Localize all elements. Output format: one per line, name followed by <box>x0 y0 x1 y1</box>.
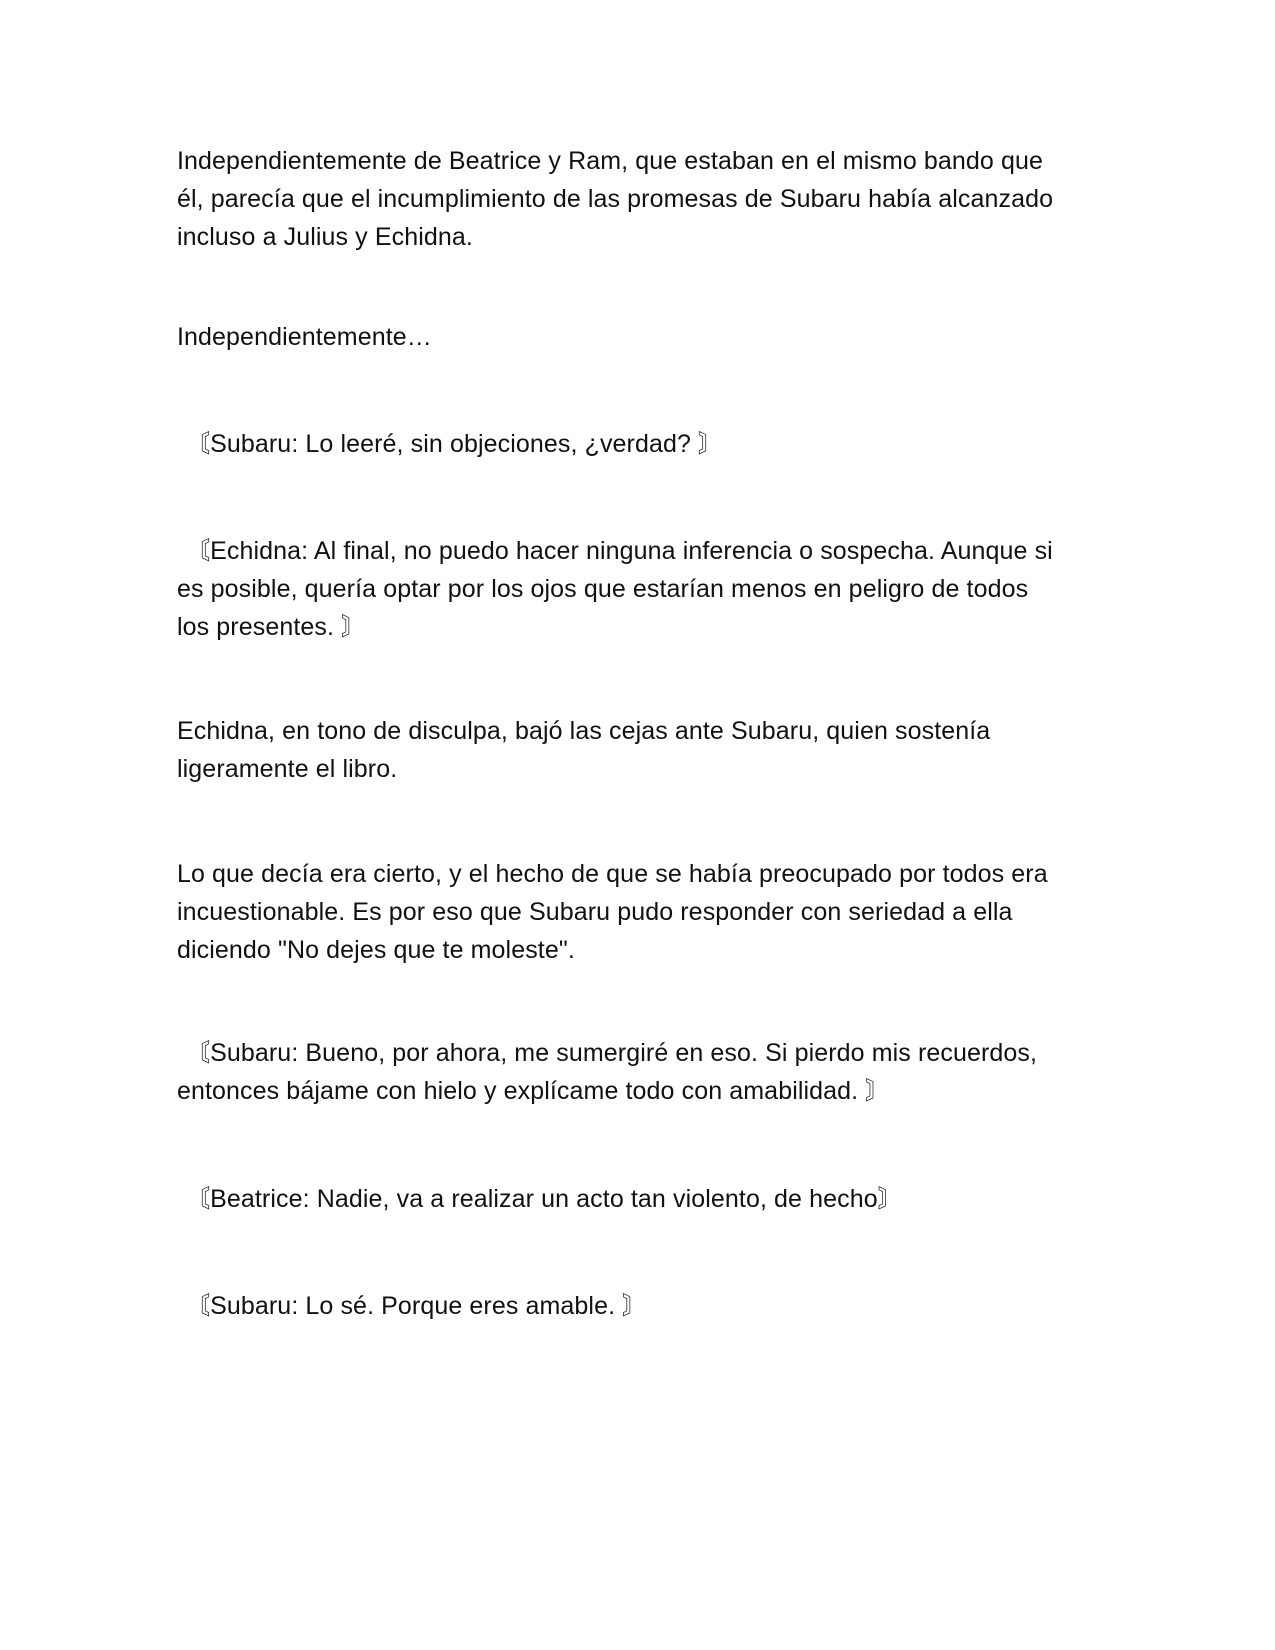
text-line: ligeramente el libro. <box>177 755 398 783</box>
text-line: 〘Subaru: Lo sé. Porque eres amable. 〙 <box>185 1292 648 1320</box>
text-line: 〘Subaru: Lo leeré, sin objeciones, ¿verdad? 〙 <box>185 430 724 458</box>
text-line: es posible, quería optar por los ojos que estarían menos en peligro de todos <box>177 575 1029 603</box>
text-line: incluso a Julius y Echidna. <box>177 223 473 251</box>
paragraph-dialogue <box>177 532 1107 646</box>
paragraph-narration <box>177 855 1107 969</box>
text-line: él, parecía que el incumplimiento de las promesas de Subaru había alcanzado <box>177 185 1054 213</box>
text-line: incuestionable. Es por eso que Subaru pudo responder con seriedad a ella <box>177 898 1013 926</box>
paragraph-dialogue <box>177 1034 1107 1110</box>
text-line: Independientemente… <box>177 323 432 351</box>
text-line: Lo que decía era cierto, y el hecho de que se había preocupado por todos era <box>177 860 1048 888</box>
text-line: Echidna, en tono de disculpa, bajó las cejas ante Subaru, quien sostenía <box>177 717 991 745</box>
paragraph-dialogue <box>177 425 1107 463</box>
paragraph-narration <box>177 712 1107 788</box>
paragraph-dialogue <box>177 1287 1107 1325</box>
paragraph-narration <box>177 318 1107 356</box>
text-line: 〘Subaru: Bueno, por ahora, me sumergiré en eso. Si pierdo mis recuerdos, <box>185 1039 1038 1067</box>
text-line: entonces bájame con hielo y explícame todo con amabilidad. 〙 <box>177 1077 891 1105</box>
paragraph-dialogue <box>177 1180 1107 1218</box>
text-line: diciendo "No dejes que te moleste". <box>177 936 575 964</box>
text-line: 〘Echidna: Al final, no puedo hacer ninguna inferencia o sospecha. Aunque si <box>185 537 1053 565</box>
text-line: los presentes. 〙 <box>177 613 367 641</box>
text-line: 〘Beatrice: Nadie, va a realizar un acto tan violento, de hecho〙 <box>185 1185 903 1213</box>
paragraph-narration <box>177 142 1107 256</box>
text-line: Independientemente de Beatrice y Ram, que estaban en el mismo bando que <box>177 147 1043 175</box>
